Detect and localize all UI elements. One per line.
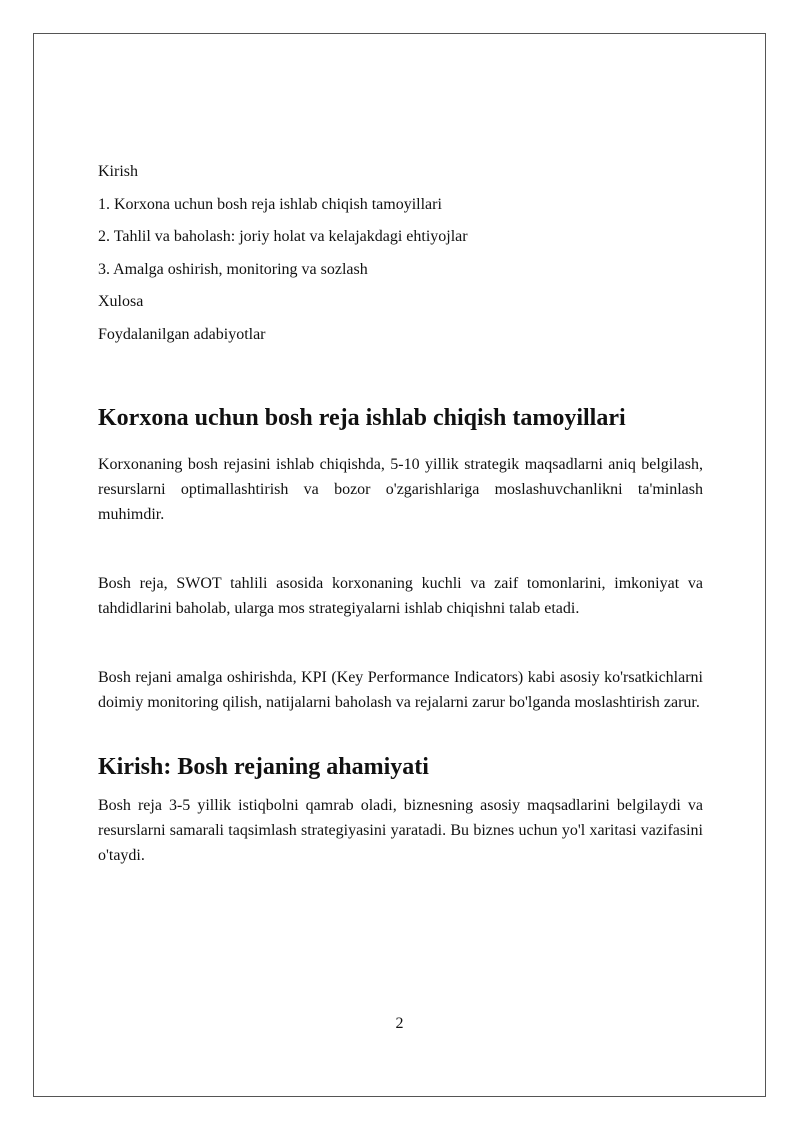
- paragraph-principles-3: Bosh rejani amalga oshirishda, KPI (Key Performance Indicators) kabi asosiy ko'rsatkichlarni doimiy monitoring qilish, natijalarni baholash va rejalarni zarur bo'lganda moslashtirish zarur.: [98, 668, 703, 711]
- document-page: [33, 33, 766, 1097]
- toc-item-conclusion: Xulosa: [98, 293, 144, 310]
- toc-item-references: Foydalanilgan adabiyotlar: [98, 325, 266, 343]
- toc-item-chapter-3: 3. Amalga oshirish, monitoring va sozlash: [98, 260, 368, 278]
- paragraph-principles-1: Korxonaning bosh rejasini ishlab chiqishda, 5-10 yillik strategik maqsadlarni aniq belgilash, resurslarni optimallashtirish va bozor o'zgarishlariga moslashuvchanlikni ta'minlash muhimdir.: [98, 455, 703, 523]
- section-heading-introduction: Kirish: Bosh rejaning ahamiyati: [98, 753, 429, 780]
- toc-item-chapter-2: 2. Tahlil va baholash: joriy holat va kelajakdagi ehtiyojlar: [98, 228, 468, 245]
- page-number: 2: [395, 1015, 404, 1032]
- toc-item-introduction: Kirish: [98, 163, 138, 180]
- paragraph-introduction-1: Bosh reja 3-5 yillik istiqbolni qamrab oladi, biznesning asosiy maqsadlarini belgilaydi va resurslarni samarali taqsimlash strategiyasini yaratadi. Bu biznes uchun yo'l xaritasi vazifasini o'taydi.: [98, 796, 703, 864]
- toc-item-chapter-1: 1. Korxona uchun bosh reja ishlab chiqish tamoyillari: [98, 195, 442, 213]
- table-of-contents: [98, 162, 703, 345]
- paragraph-principles-2: Bosh reja, SWOT tahlili asosida korxonaning kuchli va zaif tomonlarini, imkoniyat va tahdidlarini baholab, ularga mos strategiyalarni ishlab chiqishni talab etadi.: [98, 574, 703, 617]
- page-content: [98, 162, 703, 868]
- section-heading-principles: Korxona uchun bosh reja ishlab chiqish tamoyillari: [98, 404, 626, 431]
